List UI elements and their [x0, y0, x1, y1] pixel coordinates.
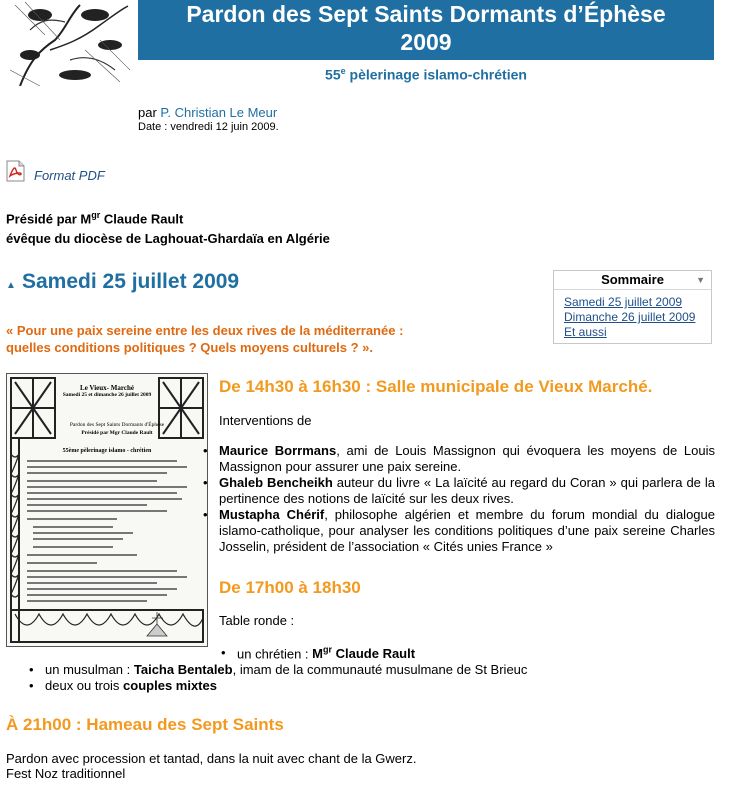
panelist-role: un chrétien :	[237, 646, 313, 662]
section-title-saturday: Samedi 25 juillet 2009	[22, 270, 240, 293]
session2-intro: Table ronde :	[219, 613, 295, 628]
panelist-title: M	[312, 646, 323, 662]
collapse-icon[interactable]: ▼	[696, 275, 705, 285]
speaker-name: Maurice Borrmans	[219, 443, 337, 458]
president-info	[6, 205, 330, 249]
session2-heading: De 17h00 à 18h30	[219, 578, 361, 597]
panelist-role: un musulman :	[45, 662, 134, 677]
poster-dates: Samedi 25 et dimanche 26 juillet 2009	[62, 392, 152, 398]
speaker-description: , philosophe algérien et membre du forum mondial du dialogue islamo-catholique, pour analyser les conditions politiques d’une paix sereine Charles Josselin, président de l’association « Cités unies France »	[219, 507, 715, 554]
speaker-name: Ghaleb Bencheikh	[219, 475, 333, 490]
article-date: Date : vendredi 12 juin 2009.	[138, 121, 279, 133]
speaker-description: , ami de Louis Massignon qui évoquera les moyens de Louis Massignon pour assurer une paix sereine.	[219, 443, 715, 474]
page-subtitle	[138, 66, 714, 83]
toc-link-saturday[interactable]: Samedi 25 juillet 2009	[564, 295, 683, 309]
poster-title: Pardon des Sept Saints Dormants d'Éphèse	[69, 422, 165, 428]
panelist-name: Taicha Bentaleb	[133, 662, 233, 677]
panelist-title-sup: gr	[323, 645, 332, 655]
poster-presided: Présidé par Mgr Claude Rault	[81, 430, 153, 436]
woodcut-illustration	[10, 0, 133, 86]
poster-place: Le Vieux- Marché	[80, 384, 134, 392]
speakers-list	[219, 443, 715, 555]
list-item	[45, 662, 527, 677]
back-to-top-icon[interactable]: ▲	[6, 280, 16, 291]
president-sup: gr	[91, 210, 101, 220]
speaker-description: auteur du livre « La laïcité au regard du Coran » qui parlera de la pertinence des notions de laïcité sur les deux rives.	[219, 475, 716, 506]
page-title-line2: 2009	[400, 29, 452, 55]
list-item	[219, 443, 715, 475]
list-item	[219, 507, 715, 555]
president-line1	[6, 205, 330, 229]
conference-theme	[6, 322, 403, 356]
president-name: Claude Rault	[100, 211, 184, 227]
session1-heading: De 14h30 à 16h30 : Salle municipale de Vieux Marché.	[219, 377, 653, 396]
theme-line1: « Pour une paix sereine entre les deux rives de la méditerranée :	[6, 323, 404, 338]
theme-line2: quelles conditions politiques ? Quels moyens culturels ? ».	[6, 340, 373, 355]
toc-link-sunday[interactable]: Dimanche 26 juillet 2009	[564, 310, 696, 324]
byline-prefix: par	[138, 105, 161, 120]
session1-intro: Interventions de	[219, 413, 312, 428]
byline	[138, 105, 277, 120]
panelist-name: Claude Rault	[332, 646, 416, 662]
panelist-role: deux ou trois	[45, 678, 124, 693]
president-prefix: Présidé par M	[6, 211, 92, 227]
toc-link-more[interactable]: Et aussi	[564, 325, 607, 339]
speaker-name: Mustapha Chérif	[219, 507, 325, 522]
author-link[interactable]: P. Christian Le Meur	[160, 105, 278, 120]
subtitle-sup: e	[340, 66, 346, 76]
session3-line1: Pardon avec procession et tantad, dans la nuit avec chant de la Gwerz.	[6, 751, 417, 766]
session3-line2: Fest Noz traditionnel	[6, 766, 126, 781]
poster-edition: 55ème pèlerinage islamo - chrétien	[62, 448, 152, 454]
subtitle-text: pèlerinage islamo-chrétien	[345, 66, 527, 83]
pdf-link[interactable]: Format PDF	[34, 168, 105, 183]
subtitle-number: 55	[325, 66, 341, 83]
table-of-contents	[553, 270, 712, 344]
toc-title: Sommaire	[601, 272, 664, 287]
session3-heading: À 21h00 : Hameau des Sept Saints	[6, 715, 284, 734]
list-item	[237, 645, 415, 661]
page-title-banner	[138, 0, 714, 60]
panelist-name: couples mixtes	[123, 678, 217, 693]
panelist-description: , imam de la communauté musulmane de St Brieuc	[232, 662, 528, 677]
event-poster-image	[6, 373, 208, 647]
page-title-line1: Pardon des Sept Saints Dormants d’Éphèse	[186, 1, 666, 27]
toc-header[interactable]	[554, 271, 711, 290]
pdf-icon[interactable]	[6, 160, 25, 182]
list-item	[219, 475, 715, 507]
president-line2: évêque du diocèse de Laghouat-Ghardaïa en Algérie	[6, 231, 330, 247]
list-item	[45, 678, 217, 693]
